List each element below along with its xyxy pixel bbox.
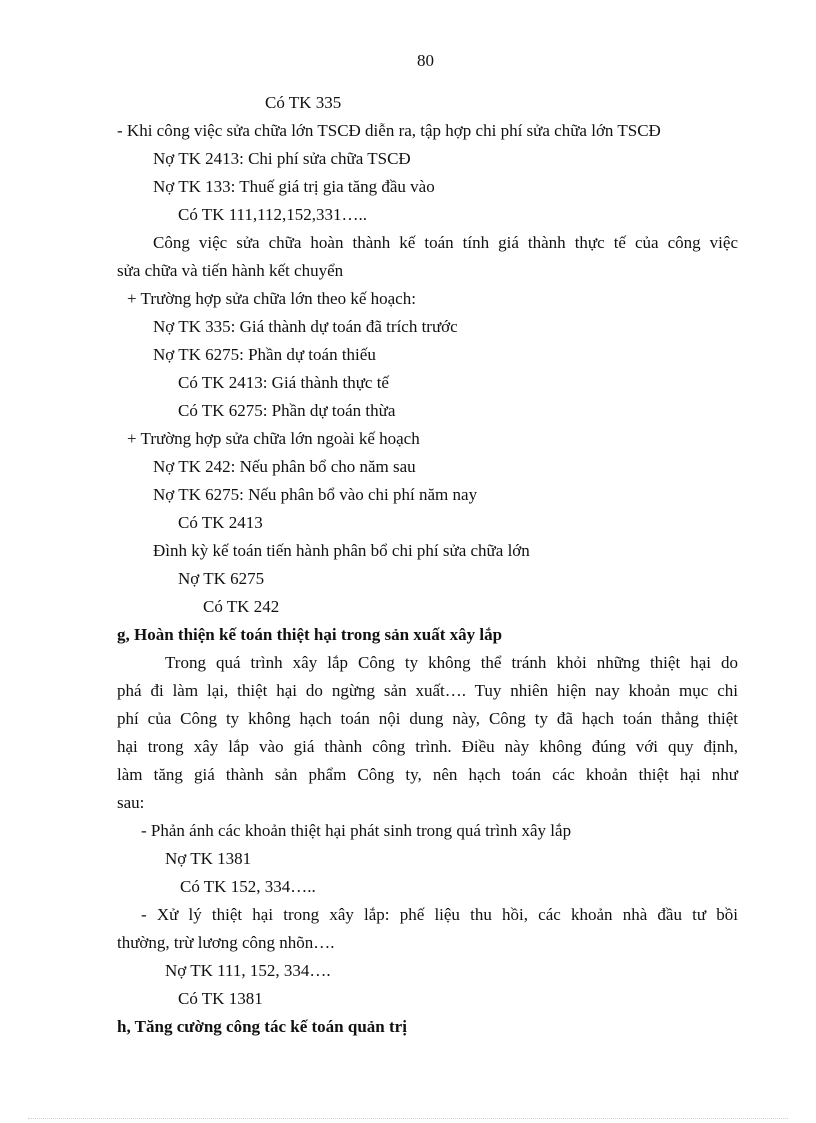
text-line: + Trường hợp sửa chữa lớn ngoài kế hoạch <box>127 429 420 448</box>
text-line: Nợ TK 6275: Nếu phân bổ vào chi phí năm nay <box>153 485 478 504</box>
text-line: sửa chữa và tiến hành kết chuyển <box>117 261 344 280</box>
text-line: Nợ TK 6275 <box>178 569 265 588</box>
text-line: Có TK 2413: Giá thành thực tế <box>178 373 389 392</box>
text-line: Có TK 111,112,152,331….. <box>178 205 368 224</box>
text-line: thường, trừ lương công nhõn…. <box>117 933 335 952</box>
text-line: làm tăng giá thành sản phẩm Công ty, nên hạch toán các khoản thiệt hại như <box>117 765 738 784</box>
text-line: Có TK 2413 <box>178 513 263 532</box>
text-line: + Trường hợp sửa chữa lớn theo kế hoạch: <box>127 289 416 308</box>
text-line: Đình kỳ kế toán tiến hành phân bổ chi phí sửa chữa lớn <box>153 541 530 560</box>
text-line: hại trong xây lắp vào giá thành công trình. Điều này không đúng với quy định, <box>117 737 738 756</box>
page-bottom-divider <box>28 1118 788 1119</box>
text-line: Có TK 1381 <box>178 989 263 1008</box>
text-line: Trong quá trình xây lắp Công ty không thể tránh khỏi những thiệt hại do <box>165 653 738 672</box>
page-number: 80 <box>417 51 434 70</box>
text-line: Có TK 6275: Phần dự toán thừa <box>178 401 396 420</box>
text-line: Có TK 242 <box>203 597 280 616</box>
text-line: phá đi làm lại, thiệt hại do ngừng sản xuất…. Tuy nhiên hiện nay khoản mục chi <box>117 681 738 700</box>
text-line: - Xử lý thiệt hại trong xây lắp: phế liệu thu hồi, các khoản nhà đầu tư bồi <box>141 905 738 924</box>
text-line: Nợ TK 1381 <box>165 849 252 868</box>
text-line: Nợ TK 111, 152, 334…. <box>165 961 331 980</box>
text-line: Nợ TK 6275: Phần dự toán thiếu <box>153 345 376 364</box>
text-line: Công việc sửa chữa hoàn thành kế toán tính giá thành thực tế của công việc <box>153 233 738 252</box>
text-line: Nợ TK 242: Nếu phân bổ cho năm sau <box>153 457 416 476</box>
text-line: - Phản ánh các khoản thiệt hại phát sinh trong quá trình xây lắp <box>141 821 572 840</box>
text-line: Có TK 152, 334….. <box>180 877 316 896</box>
text-line: - Khi công việc sửa chữa lớn TSCĐ diễn ra, tập hợp chi phí sửa chữa lớn TSCĐ <box>117 121 661 140</box>
text-line: Nợ TK 335: Giá thành dự toán đã trích trước <box>153 317 458 336</box>
text-line: Nợ TK 2413: Chi phí sửa chữa TSCĐ <box>153 149 411 168</box>
section-heading: g, Hoàn thiện kế toán thiệt hại trong sản xuất xây lắp <box>117 625 503 644</box>
text-line: sau: <box>117 793 145 812</box>
text-line: Có TK 335 <box>265 93 342 112</box>
section-heading: h, Tăng cường công tác kế toán quản trị <box>117 1017 407 1036</box>
text-line: Nợ TK 133: Thuế giá trị gia tăng đầu vào <box>153 177 435 196</box>
text-line: phí của Công ty không hạch toán nội dung này, Công ty đã hạch toán thẳng thiệt <box>117 709 738 728</box>
